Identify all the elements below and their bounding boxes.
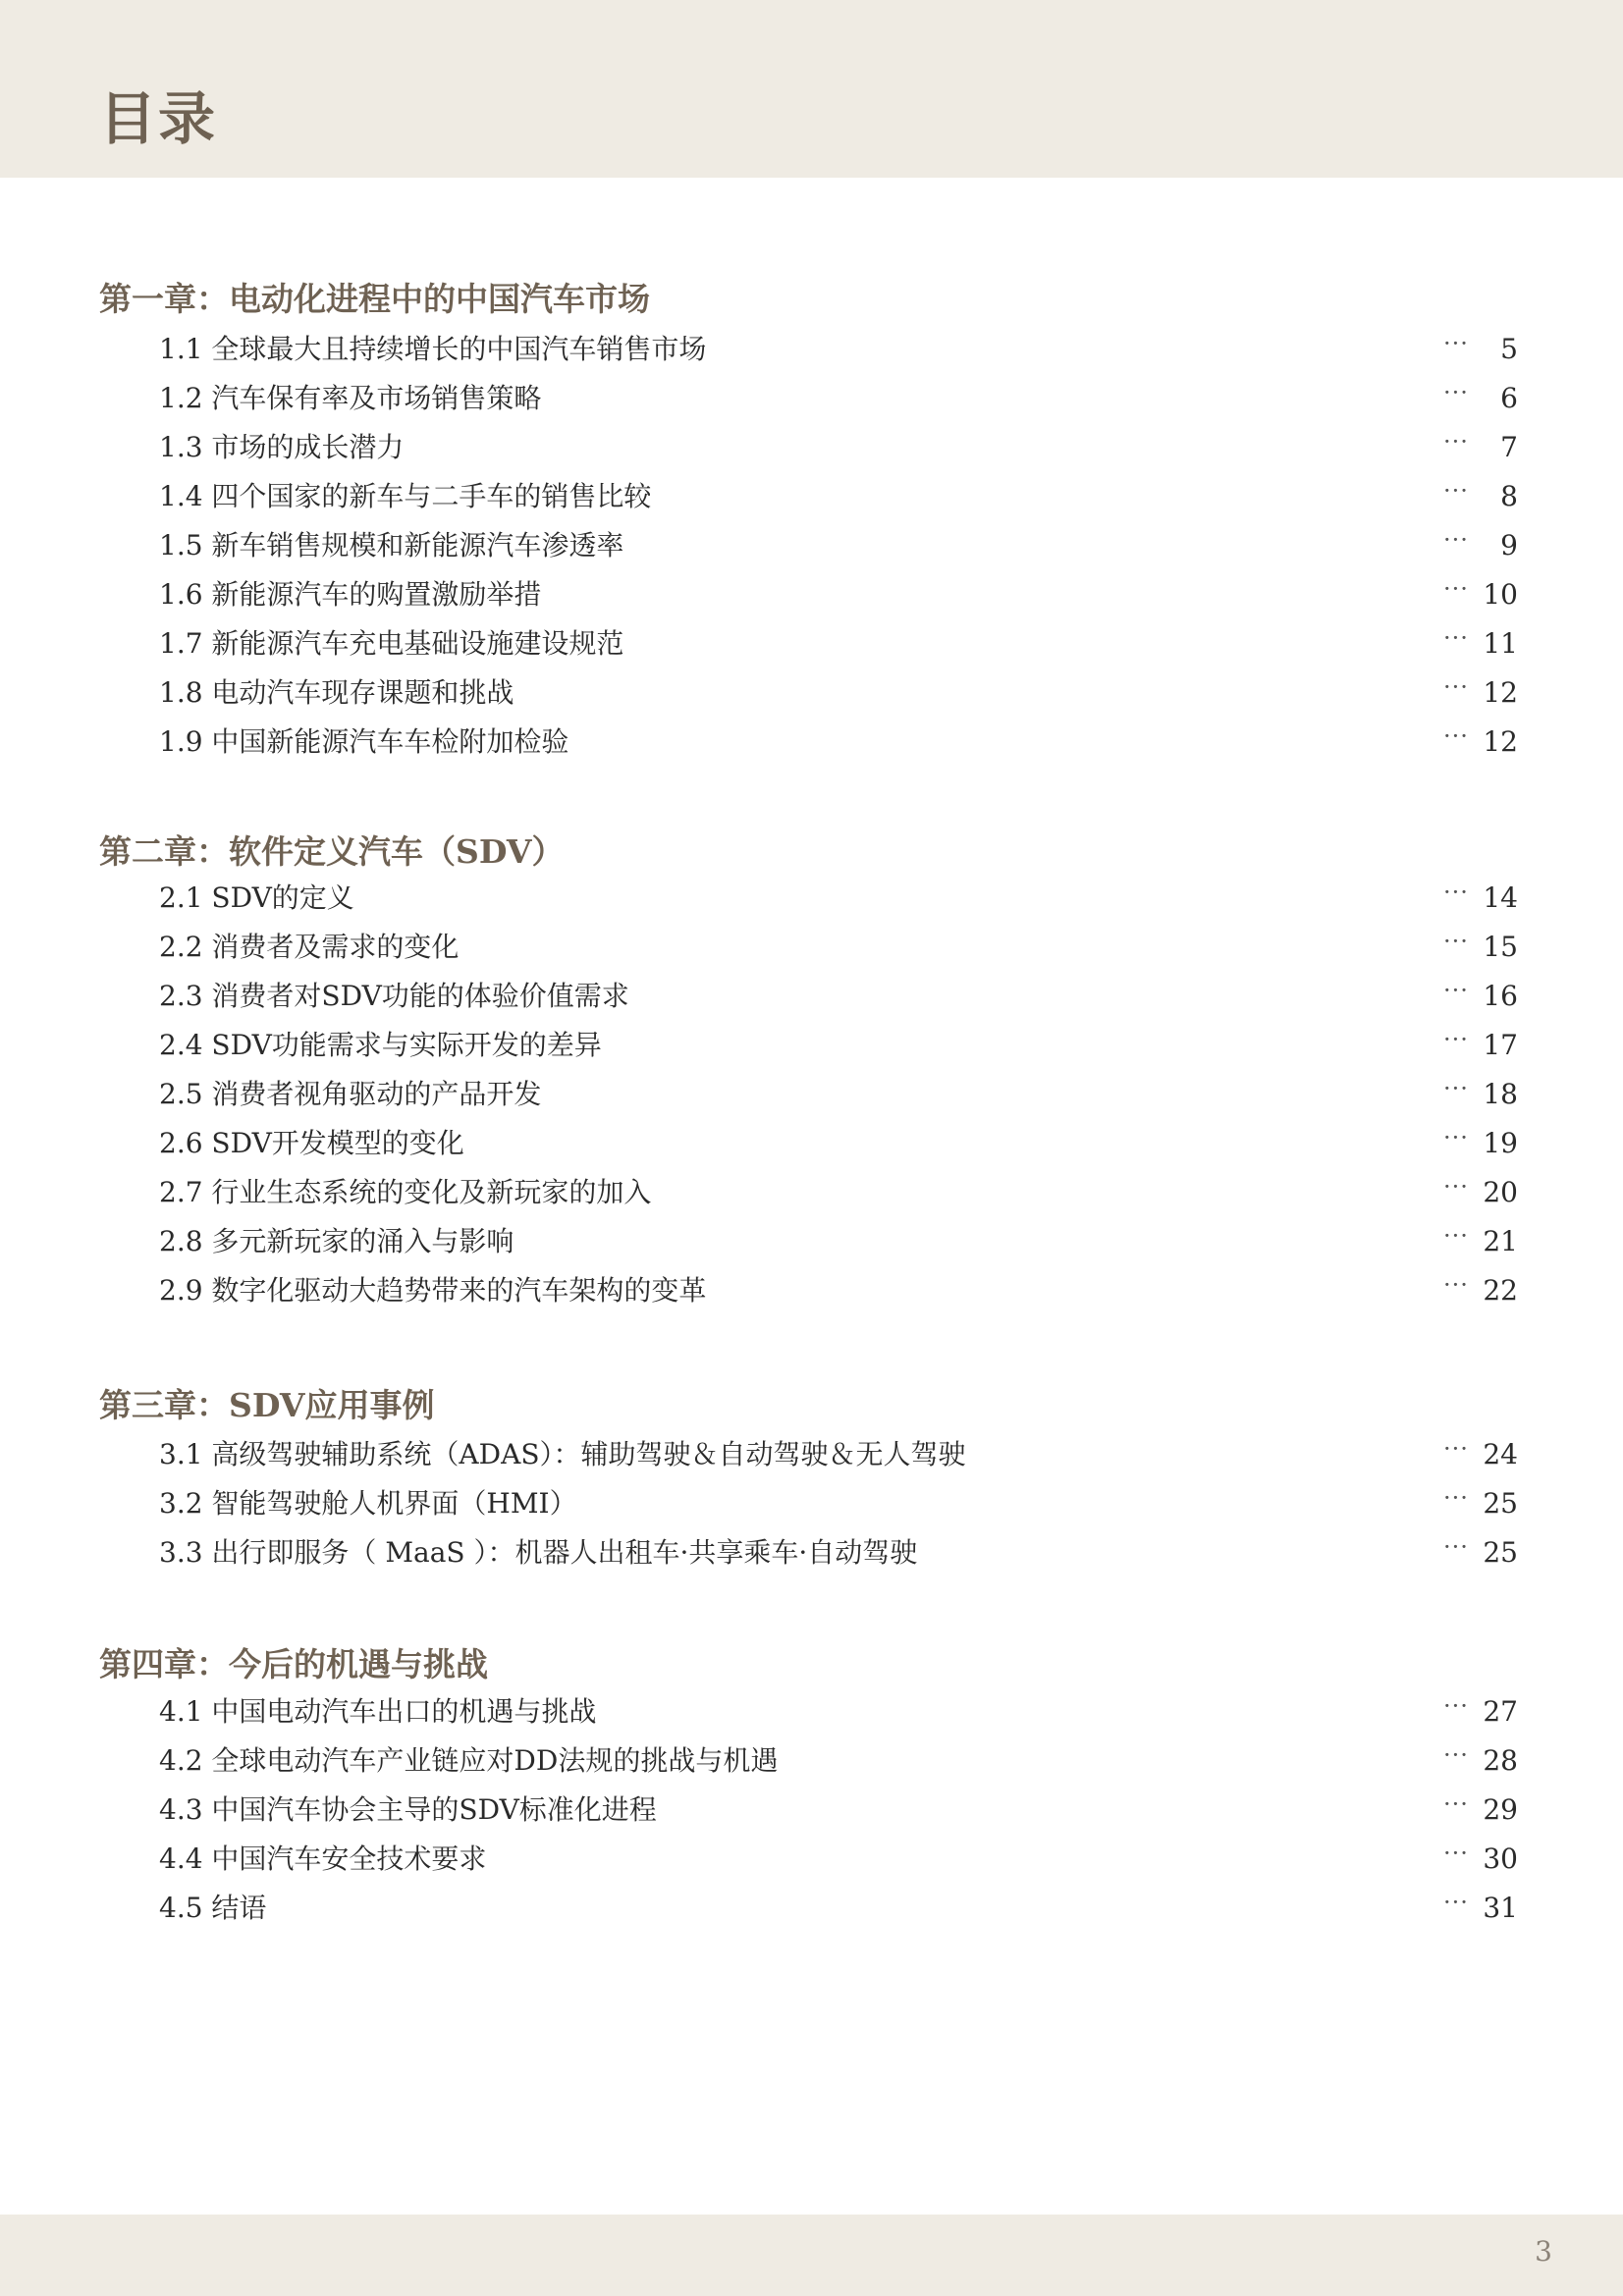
toc-entry-label: 1.6 新能源汽车的购置激励举措 bbox=[159, 578, 542, 611]
toc-entry[interactable] bbox=[159, 1887, 1518, 1930]
toc-entry-label: 3.2 智能驾驶舱人机界面（HMI） bbox=[159, 1487, 577, 1520]
toc-entry-page-number: 27 bbox=[1483, 1695, 1518, 1728]
toc-entry-label: 4.2 全球电动汽车产业链应对DD法规的挑战与机遇 bbox=[159, 1744, 779, 1777]
toc-entry-page-number: 22 bbox=[1483, 1274, 1518, 1307]
toc-entry[interactable] bbox=[159, 1838, 1518, 1881]
toc-leader-dots: ··· bbox=[1443, 673, 1469, 701]
toc-entry-page-number: 31 bbox=[1483, 1892, 1518, 1924]
page-title: 目录 bbox=[99, 85, 218, 152]
toc-entry-label: 2.4 SDV功能需求与实际开发的差异 bbox=[159, 1029, 602, 1061]
toc-entry-page-number: 12 bbox=[1483, 725, 1518, 758]
toc-entry-page-number: 20 bbox=[1483, 1176, 1518, 1208]
toc-entry[interactable] bbox=[159, 1122, 1518, 1165]
chapter-title: 第二章：软件定义汽车（SDV） bbox=[99, 832, 565, 871]
toc-entry-page-number: 6 bbox=[1500, 382, 1518, 414]
toc-entry-page-number: 14 bbox=[1483, 881, 1518, 914]
toc-entry-page-number: 9 bbox=[1500, 529, 1518, 561]
toc-entry[interactable] bbox=[159, 1789, 1518, 1832]
toc-leader-dots: ··· bbox=[1443, 928, 1469, 955]
toc-entry-label: 2.7 行业生态系统的变化及新玩家的加入 bbox=[159, 1176, 652, 1208]
toc-leader-dots: ··· bbox=[1443, 379, 1469, 406]
toc-entry-page-number: 17 bbox=[1483, 1029, 1518, 1061]
toc-entry[interactable] bbox=[159, 377, 1518, 420]
toc-leader-dots: ··· bbox=[1443, 1840, 1469, 1867]
toc-entry-label: 4.1 中国电动汽车出口的机遇与挑战 bbox=[159, 1695, 597, 1728]
toc-entry-label: 1.9 中国新能源汽车车检附加检验 bbox=[159, 725, 569, 758]
chapter-title: 第一章：电动化进程中的中国汽车市场 bbox=[99, 280, 650, 318]
toc-entry-label: 1.3 市场的成长潜力 bbox=[159, 431, 405, 463]
toc-entry-page-number: 29 bbox=[1483, 1793, 1518, 1826]
toc-leader-dots: ··· bbox=[1443, 1222, 1469, 1250]
toc-entry-label: 4.3 中国汽车协会主导的SDV标准化进程 bbox=[159, 1793, 657, 1826]
toc-leader-dots: ··· bbox=[1443, 722, 1469, 750]
toc-entry[interactable] bbox=[159, 721, 1518, 764]
toc-entry[interactable] bbox=[159, 524, 1518, 567]
toc-entry-label: 2.2 消费者及需求的变化 bbox=[159, 931, 460, 963]
toc-leader-dots: ··· bbox=[1443, 624, 1469, 652]
toc-entry[interactable] bbox=[159, 1482, 1518, 1525]
toc-leader-dots: ··· bbox=[1443, 1271, 1469, 1299]
toc-entry[interactable] bbox=[159, 1433, 1518, 1476]
toc-entry[interactable] bbox=[159, 573, 1518, 616]
toc-entry-label: 2.8 多元新玩家的涌入与影响 bbox=[159, 1225, 514, 1257]
toc-entry-page-number: 28 bbox=[1483, 1744, 1518, 1777]
toc-entry-label: 1.4 四个国家的新车与二手车的销售比较 bbox=[159, 480, 652, 512]
toc-leader-dots: ··· bbox=[1443, 1124, 1469, 1151]
toc-leader-dots: ··· bbox=[1443, 1692, 1469, 1720]
toc-entry-page-number: 5 bbox=[1500, 333, 1518, 365]
toc-entry[interactable] bbox=[159, 426, 1518, 469]
toc-leader-dots: ··· bbox=[1443, 977, 1469, 1004]
toc-leader-dots: ··· bbox=[1443, 1075, 1469, 1102]
toc-entry[interactable] bbox=[159, 1073, 1518, 1116]
toc-leader-dots: ··· bbox=[1443, 1889, 1469, 1916]
toc-leader-dots: ··· bbox=[1443, 1741, 1469, 1769]
toc-entry-label: 2.6 SDV开发模型的变化 bbox=[159, 1127, 464, 1159]
toc-leader-dots: ··· bbox=[1443, 1484, 1469, 1512]
toc-entry[interactable] bbox=[159, 475, 1518, 518]
toc-entry[interactable] bbox=[159, 1690, 1518, 1734]
toc-entry[interactable] bbox=[159, 1171, 1518, 1214]
toc-entry[interactable] bbox=[159, 877, 1518, 920]
toc-leader-dots: ··· bbox=[1443, 1790, 1469, 1818]
toc-entry-page-number: 30 bbox=[1483, 1842, 1518, 1875]
toc-entry-page-number: 12 bbox=[1483, 676, 1518, 709]
toc-entry-page-number: 8 bbox=[1500, 480, 1518, 512]
toc-entry-page-number: 24 bbox=[1483, 1438, 1518, 1470]
toc-entry-page-number: 16 bbox=[1483, 980, 1518, 1012]
toc-entry-page-number: 25 bbox=[1483, 1536, 1518, 1569]
toc-entry-label: 1.5 新车销售规模和新能源汽车渗透率 bbox=[159, 529, 624, 561]
toc-entry-label: 2.5 消费者视角驱动的产品开发 bbox=[159, 1078, 542, 1110]
toc-entry[interactable] bbox=[159, 1739, 1518, 1783]
toc-entry-label: 1.8 电动汽车现存课题和挑战 bbox=[159, 676, 514, 709]
toc-leader-dots: ··· bbox=[1443, 1533, 1469, 1561]
toc-leader-dots: ··· bbox=[1443, 1026, 1469, 1053]
toc-entry[interactable] bbox=[159, 671, 1518, 715]
chapter-title: 第四章：今后的机遇与挑战 bbox=[99, 1645, 488, 1683]
toc-entry-page-number: 11 bbox=[1483, 627, 1518, 660]
toc-leader-dots: ··· bbox=[1443, 1435, 1469, 1463]
toc-entry-label: 4.4 中国汽车安全技术要求 bbox=[159, 1842, 487, 1875]
toc-entry-page-number: 19 bbox=[1483, 1127, 1518, 1159]
toc-leader-dots: ··· bbox=[1443, 526, 1469, 554]
toc-leader-dots: ··· bbox=[1443, 428, 1469, 455]
toc-entry[interactable] bbox=[159, 1024, 1518, 1067]
toc-entry-page-number: 7 bbox=[1500, 431, 1518, 463]
toc-entry-label: 3.1 高级驾驶辅助系统（ADAS）：辅助驾驶＆自动驾驶＆无人驾驶 bbox=[159, 1438, 966, 1470]
toc-entry-label: 2.3 消费者对SDV功能的体验价值需求 bbox=[159, 980, 629, 1012]
toc-entry[interactable] bbox=[159, 328, 1518, 371]
toc-entry-label: 1.1 全球最大且持续增长的中国汽车销售市场 bbox=[159, 333, 707, 365]
toc-entry[interactable] bbox=[159, 926, 1518, 969]
chapter-title: 第三章：SDV应用事例 bbox=[99, 1386, 435, 1424]
toc-leader-dots: ··· bbox=[1443, 1173, 1469, 1201]
toc-entry[interactable] bbox=[159, 1220, 1518, 1263]
toc-entry-label: 2.9 数字化驱动大趋势带来的汽车架构的变革 bbox=[159, 1274, 707, 1307]
toc-entry[interactable] bbox=[159, 1269, 1518, 1312]
toc-entry-label: 4.5 结语 bbox=[159, 1892, 267, 1924]
toc-entry[interactable] bbox=[159, 1531, 1518, 1575]
toc-entry-page-number: 18 bbox=[1483, 1078, 1518, 1110]
toc-entry[interactable] bbox=[159, 622, 1518, 666]
header-band bbox=[0, 0, 1623, 178]
toc-leader-dots: ··· bbox=[1443, 330, 1469, 357]
toc-entry-page-number: 15 bbox=[1483, 931, 1518, 963]
footer-band bbox=[0, 2215, 1623, 2296]
toc-entry-page-number: 10 bbox=[1483, 578, 1518, 611]
toc-leader-dots: ··· bbox=[1443, 477, 1469, 505]
toc-entry-page-number: 21 bbox=[1483, 1225, 1518, 1257]
toc-entry-label: 2.1 SDV的定义 bbox=[159, 881, 354, 914]
toc-leader-dots: ··· bbox=[1443, 879, 1469, 906]
toc-entry[interactable] bbox=[159, 975, 1518, 1018]
toc-entry-label: 1.2 汽车保有率及市场销售策略 bbox=[159, 382, 542, 414]
toc-entry-label: 1.7 新能源汽车充电基础设施建设规范 bbox=[159, 627, 624, 660]
toc-entry-page-number: 25 bbox=[1483, 1487, 1518, 1520]
footer-page-number: 3 bbox=[1535, 2235, 1552, 2268]
toc-entry-label: 3.3 出行即服务（ MaaS ）：机器人出租车·共享乘车·自动驾驶 bbox=[159, 1536, 918, 1569]
toc-leader-dots: ··· bbox=[1443, 575, 1469, 603]
